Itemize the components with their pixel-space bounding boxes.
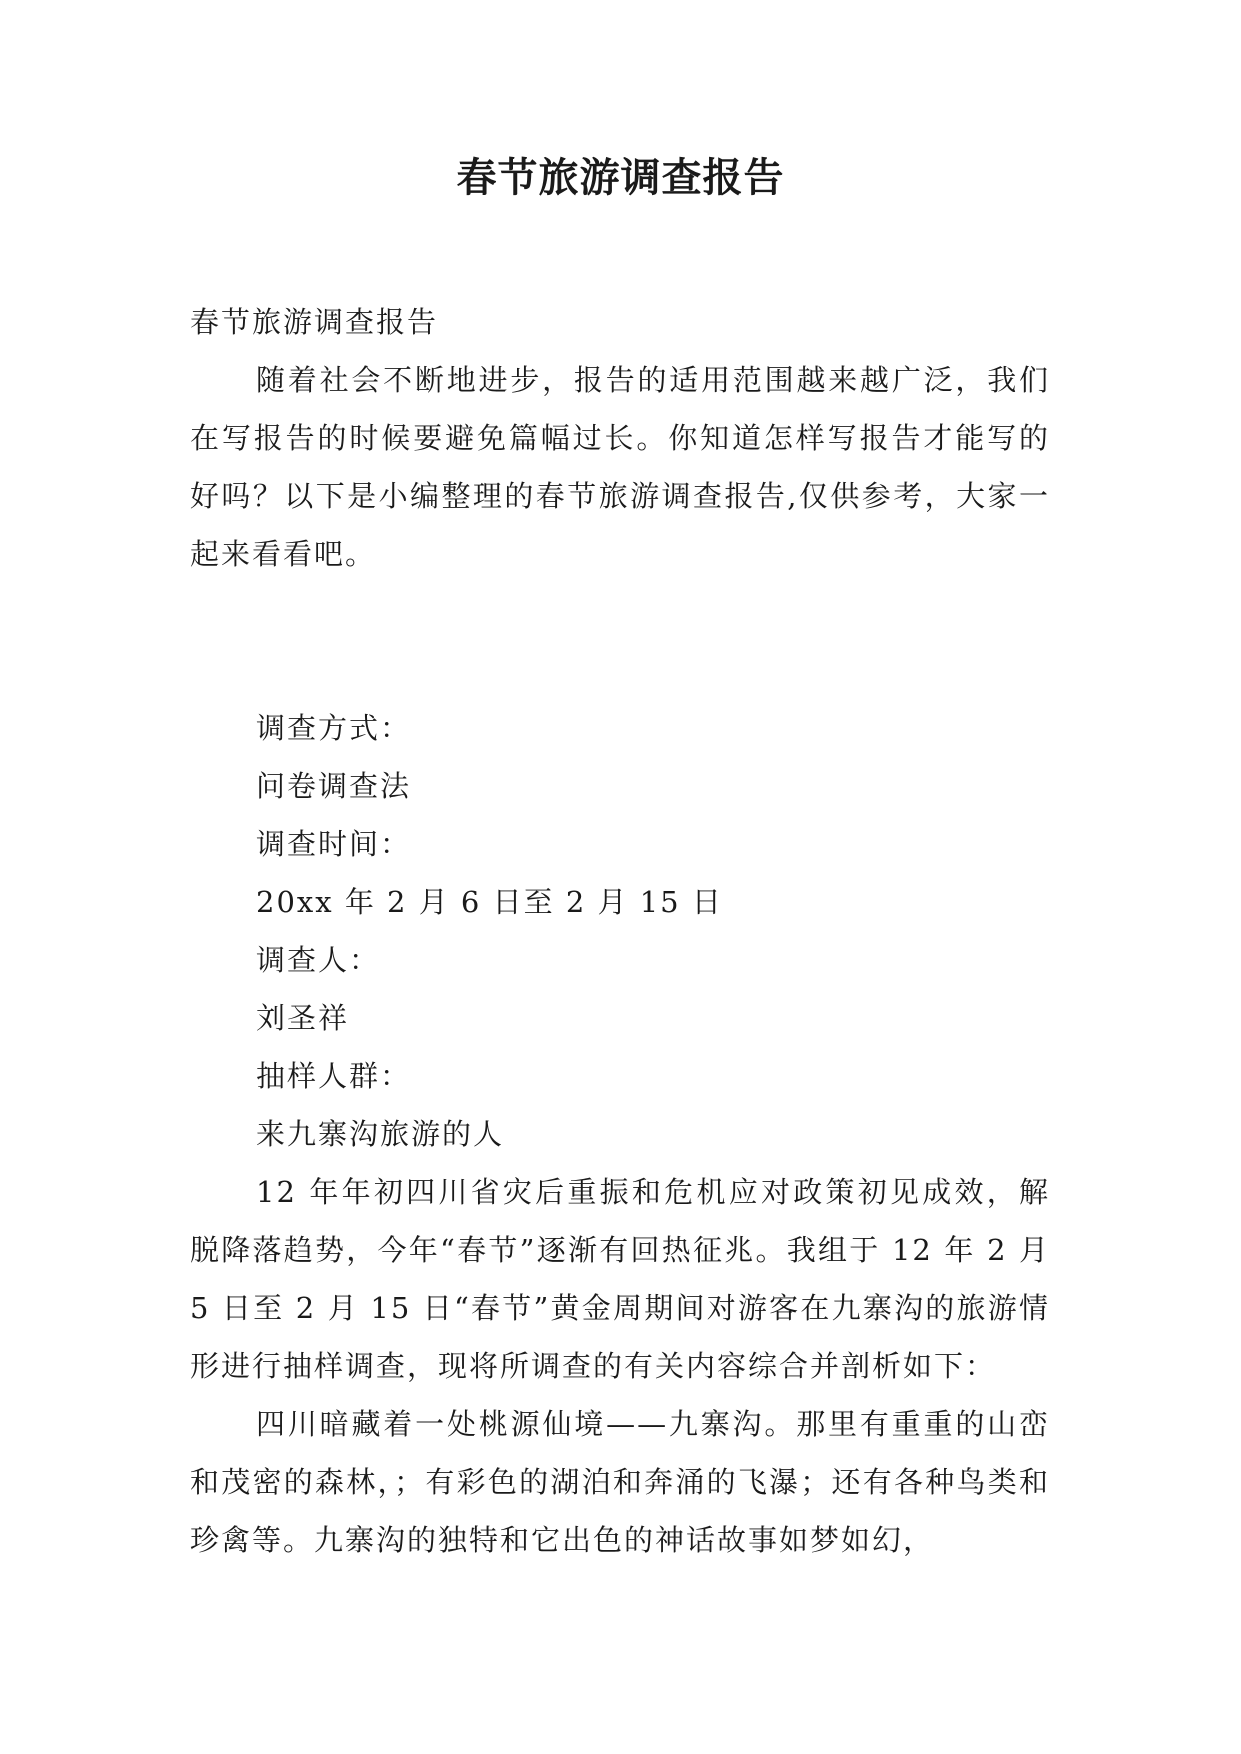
body-paragraph: 四川暗藏着一处桃源仙境——九寨沟。那里有重重的山峦和茂密的森林，；有彩色的湖泊和奔涌的飞瀑；还有各种鸟类和珍禽等。九寨沟的独特和它出色的神话故事如梦如幻， — [190, 1407, 1050, 1557]
document-subtitle: 春节旅游调查报告 — [190, 305, 439, 339]
field-value-sample: 来九寨沟旅游的人 — [256, 1117, 505, 1151]
field-label-sample: 抽样人群： — [256, 1059, 412, 1093]
body-paragraph: 12 年年初四川省灾后重振和危机应对政策初见成效，解脱降落趋势，今年“春节”逐渐有回热征兆。我组于 12 年 2 月 5 日至 2 月 15 日“春节”黄金周期间对游客在九寨沟的旅游情形进行抽样调查，现将所调查的有关内容综合并剖析如下： — [190, 1175, 1050, 1383]
field-label-time: 调查时间： — [256, 827, 412, 861]
field-value-time: 20xx 年 2 月 6 日至 2 月 15 日 — [256, 885, 723, 919]
document-body — [190, 293, 1050, 1569]
section-spacer — [190, 583, 1050, 699]
field-value-method: 问卷调查法 — [256, 769, 412, 803]
intro-paragraph: 随着社会不断地进步，报告的适用范围越来越广泛，我们在写报告的时候要避免篇幅过长。你知道怎样写报告才能写的好吗？以下是小编整理的春节旅游调查报告,仅供参考，大家一起来看看吧。 — [190, 363, 1050, 571]
field-label-investigator: 调查人： — [256, 943, 381, 977]
field-value-investigator: 刘圣祥 — [256, 1001, 350, 1035]
field-label-method: 调查方式： — [256, 711, 412, 745]
document-title: 春节旅游调查报告 — [456, 154, 785, 201]
